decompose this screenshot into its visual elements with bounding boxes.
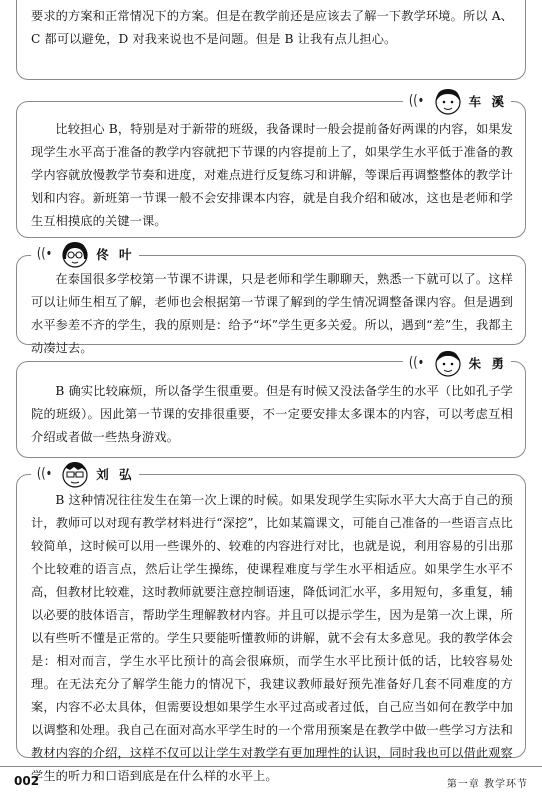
comment-box-chexi	[16, 93, 526, 238]
comment-box-0	[16, 0, 526, 80]
comment-text-tongye: 在泰国很多学校第一节课不讲课，只是老师和学生聊聊天，熟悉一下就可以了。这样可以让师生相互了解，老师也会根据第一节课了解到的学生情况调整备课内容。但是遇到水平参差不齐的学生，我的原则是：给予“坏”学生更多关爱。所以，遇到“差”生，我都主动凑过去。	[31, 272, 514, 355]
avatar-icon	[60, 459, 90, 489]
speaker-zhuyong	[403, 348, 511, 378]
page-footer	[0, 766, 542, 800]
comment-box-tongye	[16, 246, 526, 355]
comment-box-zhuyong	[16, 355, 526, 458]
avatar-icon	[60, 239, 90, 269]
comment-text-0: 要求的方案和正常情况下的方案。但是在教学前还是应该去了解一下教学环境。所以 A、C 都可以避免，D 对我来说也不是问题。但是 B 让我有点儿担心。	[31, 9, 513, 46]
sound-wave-icon: ((•	[409, 93, 425, 109]
sound-wave-icon: ((•	[409, 355, 425, 371]
chapter-title: 第一章 教学环节	[446, 779, 528, 790]
sound-wave-icon: ((•	[36, 246, 53, 262]
comment-text-zhuyong: B 确实比较麻烦，所以备学生很重要。但是有时候又没法备学生的水平（比如孔子学院的班级）。因此第一节课的安排很重要，不一定要安排太多课本的内容，可以考虑互相介绍或者做一些热身游戏。	[31, 384, 513, 444]
comment-text-liuhong: B 这种情况往往发生在第一次上课的时候。如果发现学生实际水平大大高于自己的预计，教师可以对现有教学材料进行“深挖”，比如某篇课文，可能自己准备的一些语言点比较简单，这时候可以用一些课外的、较难的内容进行对比，也就是说，利用容易的引出那个比较难的语言点，然后让学生操练，使课程难度与学生水平相适应。如果学生水平不高，但教材比较难，这时教师就要注意控制语速，降低词汇水平，多用短句，多重复，辅以必要的肢体语言，帮助学生理解教材内容。并且可以提示学生，因为是第一次上课，所以有些听不懂是正常的。学生只要能听懂教师的讲解，就不会有太多意见。我的教学体会是：相对而言，学生水平比预计的高会很麻烦，而学生水平比预计低的话，比较容易处理。在无法充分了解学生能力的情况下，我建议教师最好预先准备好几套不同难度的方案，内容不必太具体，但需要设想如果学生水平过高或者过低，自己应当如何在教学中加以调整和处理。我自己在面对高水平学生时的一个常用预案是在教学中做一些学习方法和教材内容的介绍，这样不仅可以让学生对教学有更加理性的认识，同时我也可以借此观察学生的听力和口语到底是在什么样的水平上。	[31, 493, 513, 783]
footer-rule	[0, 766, 542, 767]
speaker-name: 车 溪	[468, 94, 507, 109]
speaker-name: 朱 勇	[468, 356, 507, 371]
speaker-liuhong	[31, 459, 139, 489]
avatar-icon	[433, 86, 463, 116]
comment-text-chexi: 比较担心 B，特别是对于新带的班级，我备课时一般会提前备好两课的内容，如果发现学生水平高于准备的教学内容就把下节课的内容提前上了，如果学生水平低于准备的教学内容就放慢教学节奏和进度，对难点进行反复练习和讲解，等课后再调整整体的教学计划和内容。新班第一节课一般不会安排课本内容，就是自我介绍和破冰，这也是老师和学生互相摸底的关键一课。	[31, 122, 513, 228]
avatar-icon	[433, 348, 463, 378]
page-number: 002	[14, 774, 40, 788]
speaker-name: 刘 弘	[96, 467, 135, 482]
speaker-tongye	[31, 239, 139, 269]
sound-wave-icon: ((•	[36, 466, 53, 482]
speaker-chexi	[403, 86, 511, 116]
speaker-name: 佟 叶	[96, 247, 135, 262]
